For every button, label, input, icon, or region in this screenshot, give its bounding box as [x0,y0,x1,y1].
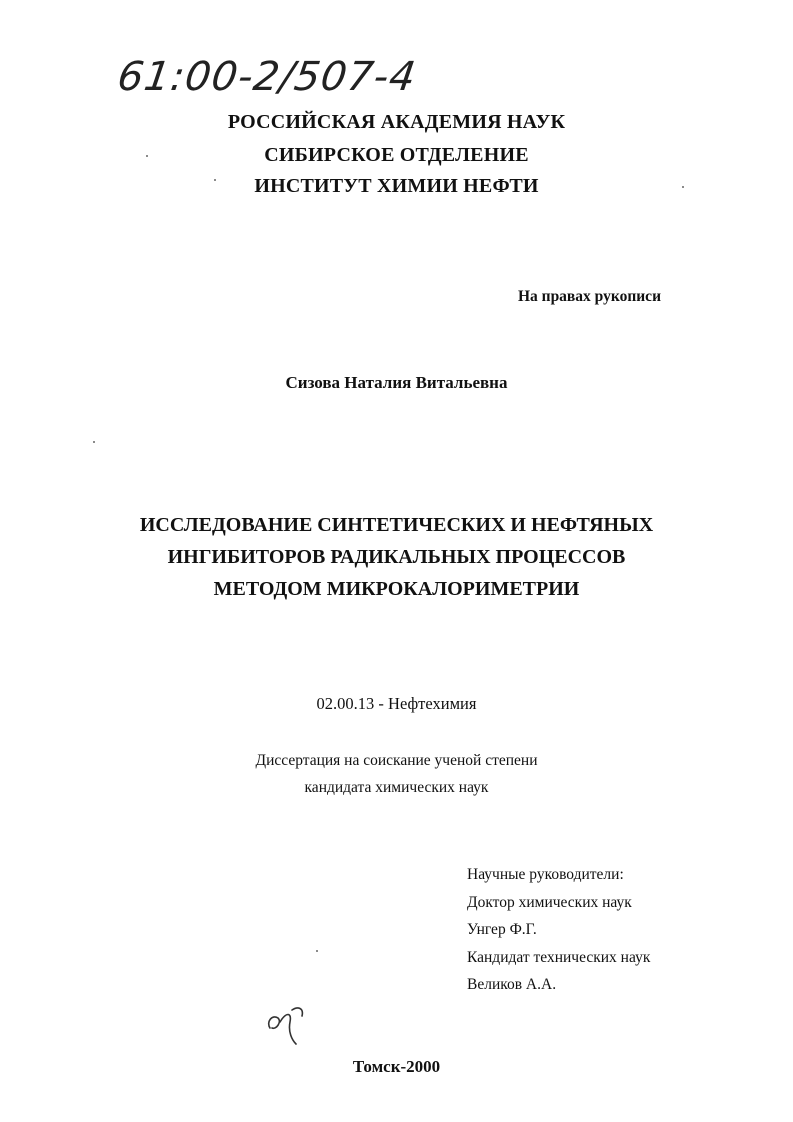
thesis-title-line-2: ИНГИБИТОРОВ РАДИКАЛЬНЫХ ПРОЦЕССОВ [167,546,626,568]
author-name: Сизова Наталия Витальевна [285,373,508,392]
scan-speck [316,950,318,952]
degree-line-1: Диссертация на соискание ученой степени [255,752,538,769]
rights-note: На правах рукописи [517,288,661,305]
scan-speck [682,186,684,188]
supervisors-block [467,861,650,999]
thesis-title-line-1: ИССЛЕДОВАНИЕ СИНТЕТИЧЕСКИХ И НЕФТЯНЫХ [139,514,654,536]
supervisor-1-name: Унгер Ф.Г. [467,921,537,938]
supervisor-2-name: Великов А.А. [467,976,557,993]
handwritten-archive-number: 61:00-2/507-4 [114,54,420,100]
supervisor-2-title: Кандидат технических наук [467,948,651,966]
org-academy: РОССИЙСКАЯ АКАДЕМИЯ НАУК [227,111,566,133]
org-branch: СИБИРСКОЕ ОТДЕЛЕНИЕ [264,144,529,166]
thesis-title-line-3: МЕТОДОМ МИКРОКАЛОРИМЕТРИИ [213,578,580,600]
city-year: Томск-2000 [352,1057,441,1076]
supervisor-1-title: Доктор химических наук [467,893,632,911]
org-institute: ИНСТИТУТ ХИМИИ НЕФТИ [254,175,539,197]
specialty-code: 02.00.13 - Нефтехимия [316,694,477,713]
signature-mark [262,1000,322,1048]
degree-line-2: кандидата химических наук [304,779,489,796]
scan-speck [146,155,148,157]
scan-speck [93,441,95,443]
supervisors-heading: Научные руководители: [467,866,624,883]
scan-speck [214,179,216,181]
